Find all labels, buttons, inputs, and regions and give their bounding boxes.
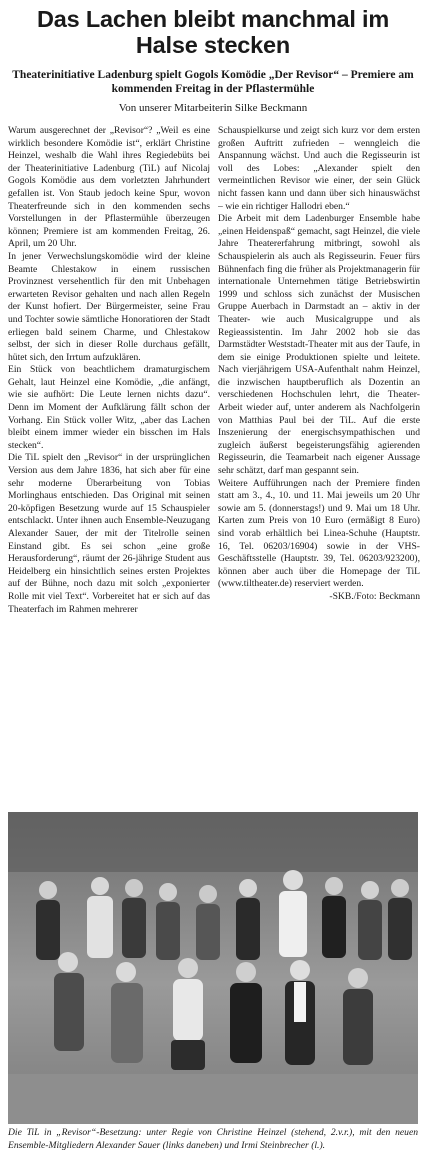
article-column-right bbox=[218, 125, 420, 807]
article-column-left bbox=[8, 125, 210, 807]
paragraph: Ein Stück von beachtlichem dramaturgischem Gehalt, laut Heinzel eine Komödie, „die anfängt, wie sie aufhört: Die Leute lernen nichts dazu“. Denn im Moment der Aufklärung fällt schon der Vorhang. Ein Stück voller Witz, „aber das Lachen bleibt einem immer wieder ein bisschen im Hals stecken“. bbox=[8, 364, 210, 451]
group-photo bbox=[8, 812, 418, 1124]
paragraph: Die TiL spielt den „Revisor“ in der ursprünglichen Version aus dem Jahre 1836, hat sich aber für eine sehr moderne Überarbeitung von Tobias Morlinghaus entschieden. Das Original mit seinen 20-köpfigen Besetzung wurde auf 15 Schauspieler entschlackt. Unter ihnen auch Ensemble-Neuzugang Alexander Sauer, der mit der Titelrolle seinen Einstand gibt. Es sei schon „eine große Herausforderung“, räumt der 26-jährige Student aus Heidelberg ein hinsichtlich seines ersten Projektes auf der Bühne, noch dazu mit solch „exponierter Rolle mit viel Text“. Vorbereitet hat er sich auf das Theaterfach im Rahmen mehrerer bbox=[8, 452, 210, 615]
paragraph: Weitere Aufführungen nach der Premiere finden statt am 3., 4., 10. und 11. Mai jeweils um 20 Uhr sowie am 5. (donnerstags!) und 9. Mai um 18 Uhr. Karten zum Preis von 10 Euro (ermäßigt 8 Euro) sind vorab erhältlich bei Linea-Schuhe (Hauptstr. 16, Tel. 06203/16904) sowie in der VHS-Geschäftsstelle (Hauptstr. 39, Tel. 06203/923200), können aber auch über die Homepage der TiL (www.tiltheater.de) reserviert werden. bbox=[218, 477, 420, 590]
paragraph: Die Arbeit mit dem Ladenburger Ensemble habe „einen Heidenspaß“ gemacht, sagt Heinzel, die viele Jahre Theatererfahrung mitbringt, sowohl als Schauspielerin als auch als Regisseurin. Feuer fürs Bühnenfach fing die früher als Projektmanagerin für internationale Unternehmen tätige Betriebswirtin 1999 und schloss sich zunächst der Musischen Gruppe Auerbach in Darmstadt an – aktiv in der Theater- wie auch Musicalgruppe und als Regieassistentin. Im Jahr 2002 hob sie das Darmstädter Weststadt-Theater mit aus der Taufe, in dem sie einige Produktionen spielte und leitete. Nach vierjährigem USA-Aufenthalt nahm Heinzel, die inzwischen hauptberuflich als Dozentin an verschiedenen Hochschulen lehrt, die Theater-Arbeit wieder auf, unter anderem als Nachfolgerin von Matthias Paul bei der TiL. Auf die erste Inszenierung der energischsympathischen und zugleich äußerst begeisterungsfähig agierenden Regisseurin, die Teamarbeit nach eigener Aussage sehr schätzt, darf man gespannt sein. bbox=[218, 213, 420, 477]
article-subheadline: Theaterinitiative Ladenburg spielt Gogols Komödie „Der Revisor“ – Premiere am kommenden Freitag in der Pflastermühle bbox=[12, 69, 414, 95]
paragraph: Warum ausgerechnet der „Revisor“? „Weil es eine wirklich besondere Komödie ist“, erklärt Christine Heinzel, weshalb die Wahl ihres Regiedebüts bei der Theaterinitiative Ladenburg (TiL) auf Nicolaj Gogols Komödie aus dem vorletzten Jahrhundert gefallen ist. Von Staub jedoch keine Spur, wovon Theaterfreunde sich in den kommenden sechs Vorstellungen in der Pflastermühle überzeugen können; Premiere ist am kommenden Freitag, 26. April, um 20 Uhr. bbox=[8, 125, 210, 250]
article-headline: Das Lachen bleibt manchmal im Halse stecken bbox=[36, 6, 390, 58]
photo-caption: Die TiL in „Revisor“-Besetzung: unter Regie von Christine Heinzel (stehend, 2.v.r.), mit den neuen Ensemble-Mitgliedern Alexander Sauer (links daneben) und Irmi Steinbrecher (l.). bbox=[8, 1127, 418, 1151]
article-byline: Von unserer Mitarbeiterin Silke Beckmann bbox=[118, 102, 308, 114]
paragraph: In jener Verwechslungskomödie wird der kleine Beamte Chlestakow in einem russischen Provinznest versehentlich für den mit Unbehagen erwarteten Revisor gehalten und nach allen Regeln der Kunst hofiert. Der Bürgermeister, seine Frau und Tochter sowie sämtliche Honoratioren der Stadt erliegen bald seinem Charme, und Chlestakow selbst, der sich in dieser Rolle durchaus gefällt, hütet sich, den Irrtum aufzuklären. bbox=[8, 250, 210, 363]
paragraph: Schauspielkurse und zeigt sich kurz vor dem ersten großen Auftritt zufrieden – wenngleich die Anspannung wächst. Und auch die Regisseurin ist voll des Lobes: „Alexander spielt den vermeintlichen Revisor wie einer, der sein Glück nicht fassen kann und dann über sich hinauswächst – wie ein richtiger Hallodri eben.“ bbox=[218, 125, 420, 212]
group-photo-illustration bbox=[8, 812, 418, 1124]
photo-credit: -SKB./Foto: Beckmann bbox=[329, 590, 420, 602]
